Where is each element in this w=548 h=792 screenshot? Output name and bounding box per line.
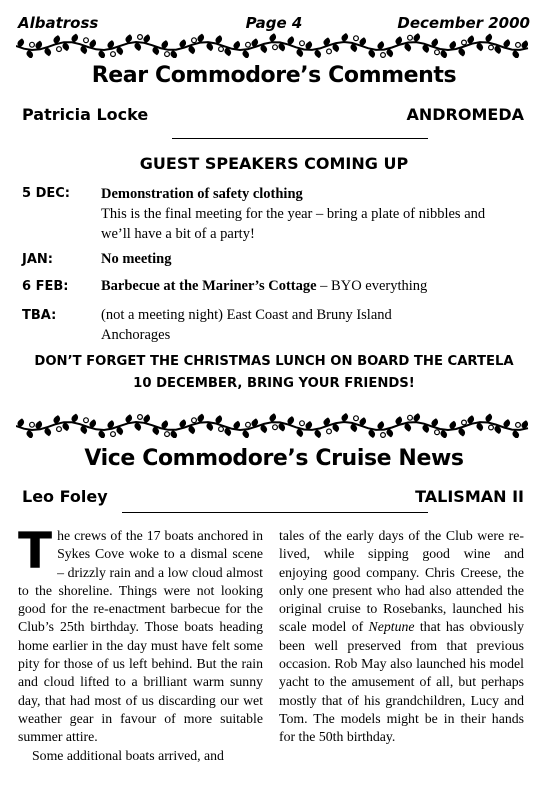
article-paragraph: he crews of the 17 boats anchored in Sykes Cove woke to a dismal scene – drizzly rain and a low cloud almost to the shoreline. Things were not looking good for the re-enactment barbecue for the Club’s 25th birthday. Those boats heading home earlier in the day must have felt some pity for those of us left behind. But the rain and cloud lifted to a brilliant warm sunny day, that had most of us discarding our wet weather gear in favour of more suitable summer attire. [18, 528, 263, 745]
event-description [101, 276, 511, 296]
boat-name: ANDROMEDA [406, 105, 524, 124]
event-date: 5 DEC: [22, 186, 70, 201]
article-column-left [18, 522, 263, 765]
divider-rule [122, 512, 428, 513]
event-detail: (not a meeting night) East Coast and Bruny Island Anchorages [101, 307, 392, 343]
page-number: Page 4 [245, 14, 303, 32]
event-title: No meeting [101, 251, 172, 267]
divider-rule [172, 138, 428, 139]
page-header [18, 14, 530, 34]
holly-garland-divider [16, 32, 532, 58]
article-paragraph: Some additional boats arrived, and [32, 747, 224, 763]
article-text: that has obviously been well preserved from that previous occasion. Rob May also launched his model yacht to the amusement of all, but perhaps mostly that of his grandchildren, Lucy and Tom. The models might be in their hands for the 50th birthday. [279, 619, 524, 745]
event-note: This is the final meeting for the year – bring a plate of nibbles and we’ll have a bit of a party! [101, 206, 486, 242]
issue-date: December 2000 [397, 14, 530, 32]
event-description [101, 249, 511, 269]
notice-line: 10 DECEMBER, BRING YOUR FRIENDS! [133, 376, 415, 391]
holly-garland-divider [16, 412, 532, 438]
drop-cap: T [18, 522, 53, 580]
boat-model-name: Neptune [368, 619, 415, 635]
event-date: JAN: [22, 252, 53, 267]
event-description [101, 305, 461, 345]
event-title: Demonstration of safety clothing [101, 186, 303, 202]
event-detail: – BYO everything [316, 278, 428, 294]
vice-commodore-title: Vice Commodore’s Cruise News [84, 446, 464, 471]
boat-name: TALISMAN II [415, 487, 524, 506]
notice-line: DON’T FORGET THE CHRISTMAS LUNCH ON BOARD THE CARTELA [34, 354, 514, 369]
author-name: Leo Foley [22, 487, 108, 506]
article-column-right [279, 527, 524, 747]
article-text: tales of the early days of the Club were re-lived, while sipping good wine and enjoying good company. Chris Creese, the only one present who had also attended the original cruise to Rosebanks, launched his scale model of [279, 528, 524, 635]
event-description [101, 184, 511, 244]
author-name: Patricia Locke [22, 105, 149, 124]
guest-speakers-heading: GUEST SPEAKERS COMING UP [139, 154, 409, 173]
event-date: 6 FEB: [22, 279, 69, 294]
christmas-lunch-notice [0, 351, 548, 395]
rear-commodore-title: Rear Commodore’s Comments [91, 63, 457, 88]
rear-byline [22, 105, 524, 127]
vice-byline [22, 487, 524, 509]
event-date: TBA: [22, 308, 57, 323]
newsletter-name: Albatross [18, 14, 99, 32]
event-title: Barbecue at the Mariner’s Cottage [101, 278, 317, 294]
